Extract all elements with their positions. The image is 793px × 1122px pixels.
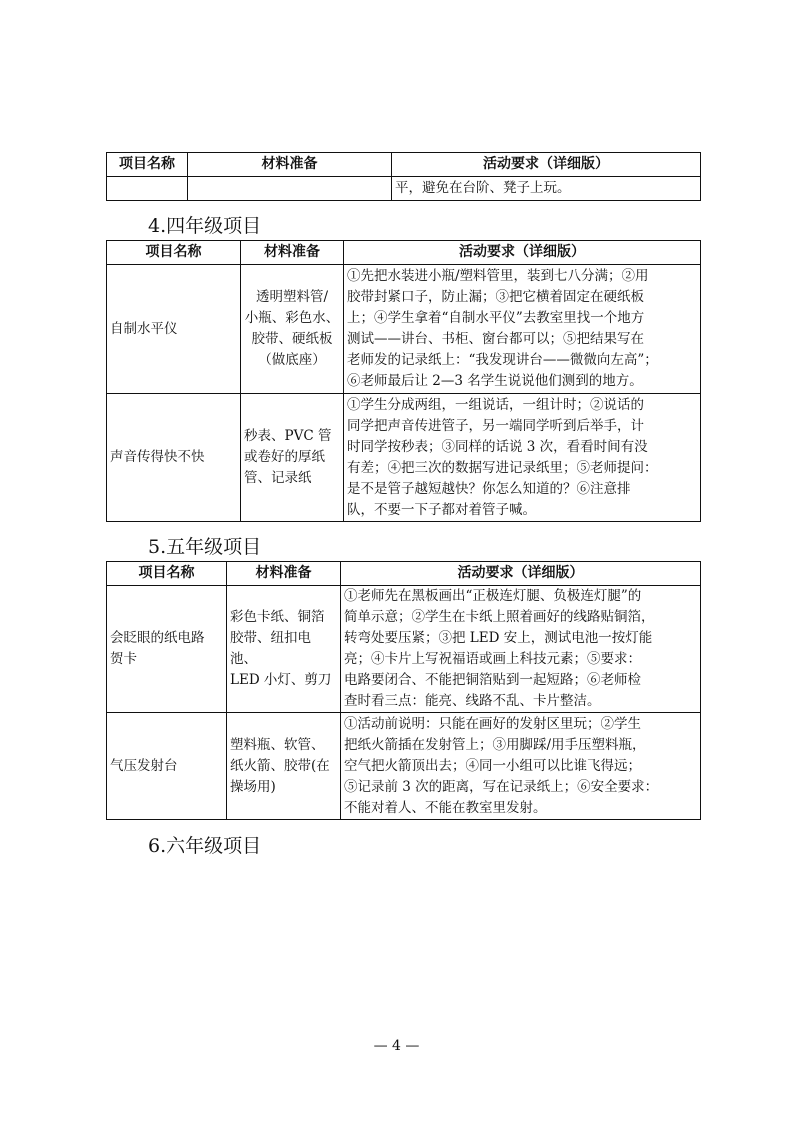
cell-name: 气压发射台: [107, 713, 227, 820]
header-materials: 材料准备: [227, 562, 341, 586]
cell-materials: [188, 177, 392, 201]
cell-name: 自制水平仪: [107, 265, 241, 394]
header-requirements: 活动要求（详细版）: [392, 153, 701, 177]
header-name: 项目名称: [107, 241, 241, 265]
table-row: [107, 177, 701, 201]
header-materials: 材料准备: [188, 153, 392, 177]
cell-name: 会眨眼的纸电路 贺卡: [107, 586, 227, 713]
cell-requirements: ①老师先在黑板画出“正极连灯腿、负极连灯腿”的 简单示意；②学生在卡纸上照着画好的线路贴铜箔， 转弯处要压紧；③把 LED 安上，测试电池一按灯能 亮；④卡片上写祝福语或画上科技元素；⑤要求： 电路要闭合、不能把铜箔贴到一起短路；⑥老师检 查时看三点：能亮、线路不乱、卡片整洁。: [341, 586, 701, 713]
cell-name: [107, 177, 188, 201]
cell-materials: 塑料瓶、软管、 纸火箭、胶带(在 操场用): [227, 713, 341, 820]
section-heading-grade4: 4.四年级项目: [148, 215, 262, 237]
table-grade5: [106, 561, 701, 820]
table-row: [107, 265, 701, 394]
header-requirements: 活动要求（详细版）: [344, 241, 701, 265]
cell-requirements: 平，避免在台阶、凳子上玩。: [392, 177, 701, 201]
header-name: 项目名称: [107, 153, 188, 177]
table-grade4: [106, 240, 701, 522]
table-row: [107, 586, 701, 713]
cell-materials: 秒表、PVC 管 或卷好的厚纸 管、记录纸: [241, 394, 344, 522]
header-name: 项目名称: [107, 562, 227, 586]
section-heading-grade6: 6.六年级项目: [148, 835, 262, 857]
table-row: [107, 394, 701, 522]
page-number: — 4 —: [373, 1038, 420, 1054]
cell-requirements: ①活动前说明：只能在画好的发射区里玩；②学生 把纸火箭插在发射管上；③用脚踩/用手压塑料瓶， 空气把火箭顶出去；④同一小组可以比谁飞得远； ⑤记录前 3 次的距离，写在记录纸上；⑥安全要求： 不能对着人、不能在教室里发射。: [341, 713, 701, 820]
cell-name: 声音传得快不快: [107, 394, 241, 522]
section-heading-grade5: 5.五年级项目: [148, 536, 262, 558]
header-materials: 材料准备: [241, 241, 344, 265]
cell-requirements: ①先把水装进小瓶/塑料管里，装到七八分满；②用 胶带封紧口子，防止漏；③把它横着固定在硬纸板 上；④学生拿着“自制水平仪”去教室里找一个地方 测试——讲台、书柜、窗台都可以；⑤把结果写在 老师发的记录纸上：“我发现讲台——微微向左高”； ⑥老师最后让 2—3 名学生说说他们测到的地方。: [344, 265, 701, 394]
cell-materials: 彩色卡纸、铜箔 胶带、纽扣电池、 LED 小灯、剪刀: [227, 586, 341, 713]
table-grade3-continued: [106, 152, 701, 201]
table-row: [107, 713, 701, 820]
cell-requirements: ①学生分成两组，一组说话，一组计时；②说话的 同学把声音传进管子，另一端同学听到后举手，计 时同学按秒表；③同样的话说 3 次，看看时间有没 有差；④把三次的数据写进记录纸里；⑤老师提问： 是不是管子越短越快？你怎么知道的？⑥注意排 队，不要一下子都对着管子喊。: [344, 394, 701, 522]
cell-materials: 透明塑料管/ 小瓶、彩色水、 胶带、硬纸板 （做底座）: [241, 265, 344, 394]
header-requirements: 活动要求（详细版）: [341, 562, 701, 586]
